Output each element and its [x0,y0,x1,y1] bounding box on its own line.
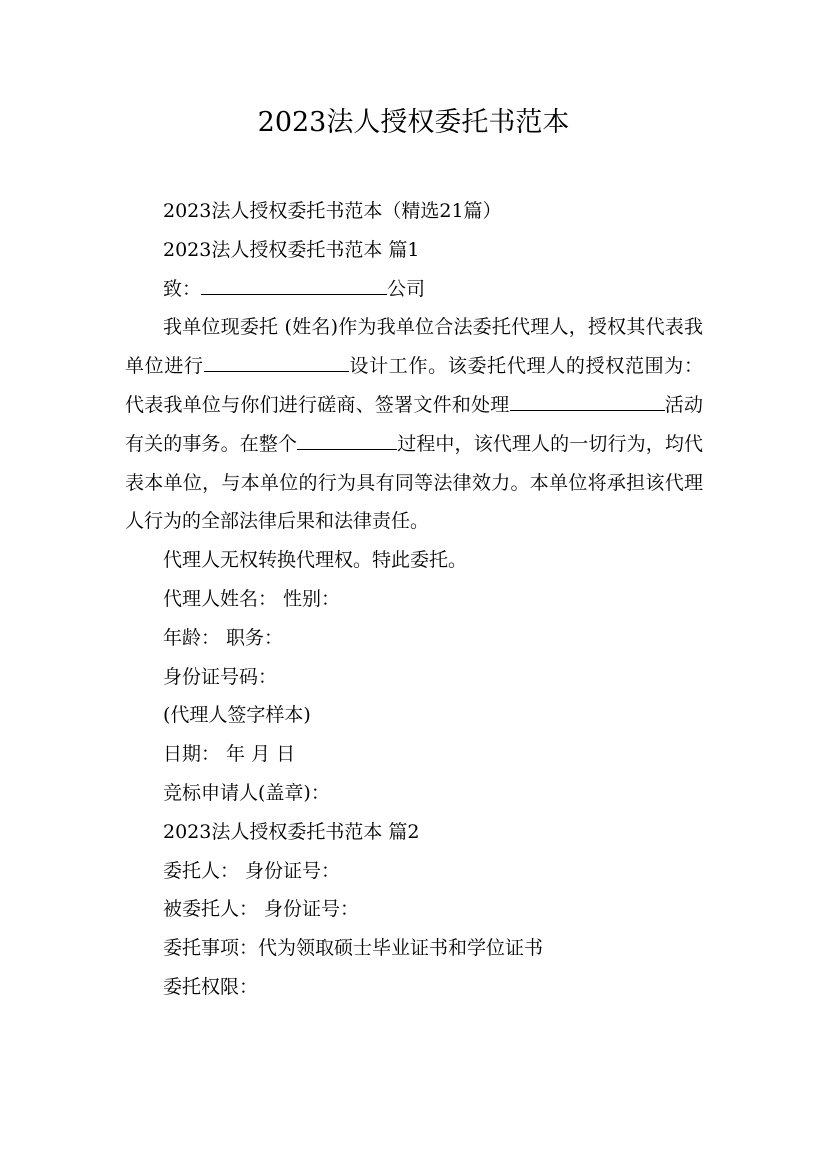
authority-line: 委托权限： [163,975,259,998]
bidder-seal-line: 竞标申请人(盖章)： [163,781,330,804]
addressee-prefix: 致： [163,277,202,300]
para1-part-b: 设计工作。该委托代理人的授权范围为：代表我单位与你们进行磋商、签署文件和处理 [125,355,703,416]
agent-age-line: 年龄： 职务： [163,626,284,649]
delegate-line: 被委托人： 身份证号： [163,898,360,921]
section1-heading: 2023法人授权委托书范本 篇1 [163,238,420,261]
doc-subtitle: 2023法人授权委托书范本（精选21篇） [163,200,502,222]
addressee-line [125,270,703,309]
company-blank [201,272,387,295]
addressee-suffix: 公司 [387,277,426,300]
para1-part-a: 我单位现委托 (姓名)作为我单位合法委托代理人，授权其代表我单位进行 [125,316,703,378]
section2-heading: 2023法人授权委托书范本 篇2 [163,820,420,843]
document-title: 2023法人授权委托书范本 [257,107,570,138]
agent-signature-line: (代理人签字样本) [163,704,311,727]
authorization-paragraph [125,308,703,541]
document-body [125,192,703,1007]
date-line: 日期： 年 月 日 [163,743,296,766]
agent-id-line: 身份证号码： [163,665,278,688]
para1-part-d: 过程中，该代理人的一切行为，均代表本单位，与本单位的行为具有同等法律效力。本单位将承担该代理人行为的全部法律后果和法律责任。 [125,432,703,533]
no-transfer-paragraph: 代理人无权转换代理权。特此委托。 [163,549,468,572]
agent-name-line: 代理人姓名： 性别： [163,587,341,610]
para1-part-c: 活动有关的事务。在整个 [125,393,703,455]
matter-line: 委托事项：代为领取硕士毕业证书和学位证书 [163,937,544,960]
principal-line: 委托人： 身份证号： [163,859,341,882]
process-blank [297,427,397,450]
activity-blank [510,388,665,411]
project-blank [204,349,349,372]
